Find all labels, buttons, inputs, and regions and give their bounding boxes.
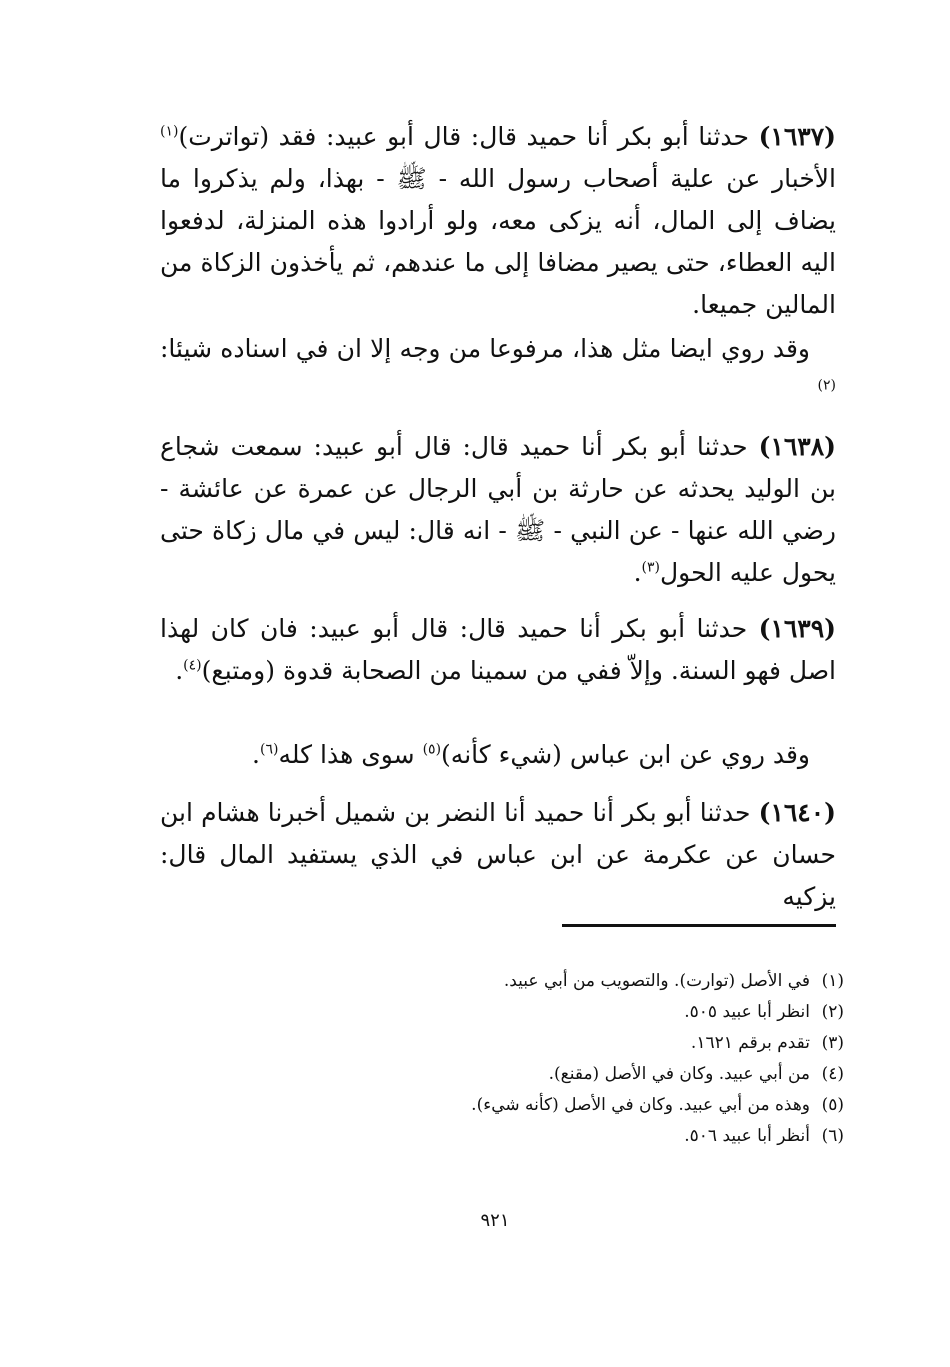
footnote-ref: (١) [160,123,179,140]
footnote-number: (٦) [821,1126,844,1146]
paragraph-1637 [160,116,836,326]
hadith-text: حدثنا أبو بكر أنا حميد قال: قال أبو عبيد: فان كان لهذا اصل فهو السنة. وإلاّ ففي من سمينا من الصحابة قدوة (ومتبع) [160,614,836,685]
footnote [360,1121,844,1152]
footnote-number: (٢) [821,1002,844,1022]
footnote [360,966,844,997]
paragraph-1640 [160,792,836,918]
hadith-text: حدثنا أبو بكر أنا حميد أنا النضر بن شميل أخبرنا هشام ابن حسان عن عكرمة عن ابن عباس في الذي يستفيد المال قال: يزكيه [160,798,836,911]
punctuation: . [633,558,642,587]
footnote [360,1028,844,1059]
punctuation: . [252,740,260,769]
hadith-text: حدثنا أبو بكر أنا حميد قال: قال أبو عبيد: سمعت شجاع بن الوليد يحدثه عن حارثة بن أبي الرجال عن عمرة عن عائشة - رضي الله عنها - عن النبي - ﷺ - انه قال: ليس في مال زكاة حتى يحول عليه الحول [160,432,836,587]
footnote-ref: (٥) [422,741,442,758]
paragraph-1639 [160,608,836,692]
footnote [360,997,844,1028]
footnote-divider [562,924,836,927]
footnote-text: تقدم برقم ١٦٢١. [690,1033,810,1053]
footnote-text: انظر أبا عبيد ٥٠٥. [684,1002,810,1022]
footnote-ref: (٦) [260,741,279,758]
footnote-number: (٣) [821,1033,844,1053]
footnotes [360,966,844,1152]
note-text: وقد روي ايضا مثل هذا، مرفوعا من وجه إلا ان في اسناده شيئا: [160,334,810,363]
paragraph-note-1 [160,328,836,412]
note-text: وقد روي عن ابن عباس (شيء كأنه) [441,740,810,769]
page-number: ٩٢١ [480,1210,510,1231]
footnote-text: من أبي عبيد. وكان في الأصل (مقنع). [548,1064,810,1084]
hadith-text: حدثنا أبو بكر أنا حميد قال: قال أبو عبيد: فقد (تواترت) [178,122,749,151]
footnote-ref: (٤) [183,657,202,674]
footnote-text: وهذه من أبي عبيد. وكان في الأصل (كأنه شيء). [471,1095,810,1115]
hadith-number: (١٦٣٩) [758,614,836,643]
punctuation: . [175,656,184,685]
hadith-number: (١٦٣٧) [758,122,836,151]
footnote [360,1059,844,1090]
hadith-number: (١٦٣٨) [758,432,836,461]
footnote-text: في الأصل (توارت). والتصويب من أبي عبيد. [503,971,810,991]
footnote-number: (١) [821,971,844,991]
footnote-text: أنظر أبا عبيد ٥٠٦. [684,1126,810,1146]
note-text-cont: سوى هذا كله [278,740,423,769]
hadith-number: (١٦٤٠) [758,798,836,827]
hadith-text-cont: الأخبار عن علية أصحاب رسول الله - ﷺ - بهذا، ولم يذكروا ما يضاف إلى المال، أنه يزكى معه، ولو أرادوا هذه المنزلة، لدفعوا اليه العطاء، حتى يصير مضافا إلى ما عندهم، ثم يأخذون الزكاة من المالين جميعا. [160,164,836,319]
footnote-ref: (٢) [817,377,836,394]
footnote [360,1090,844,1121]
footnote-number: (٥) [821,1095,844,1115]
footnote-ref: (٣) [641,559,660,576]
footnote-number: (٤) [821,1064,844,1084]
paragraph-note-2 [160,734,836,776]
paragraph-1638 [160,426,836,594]
